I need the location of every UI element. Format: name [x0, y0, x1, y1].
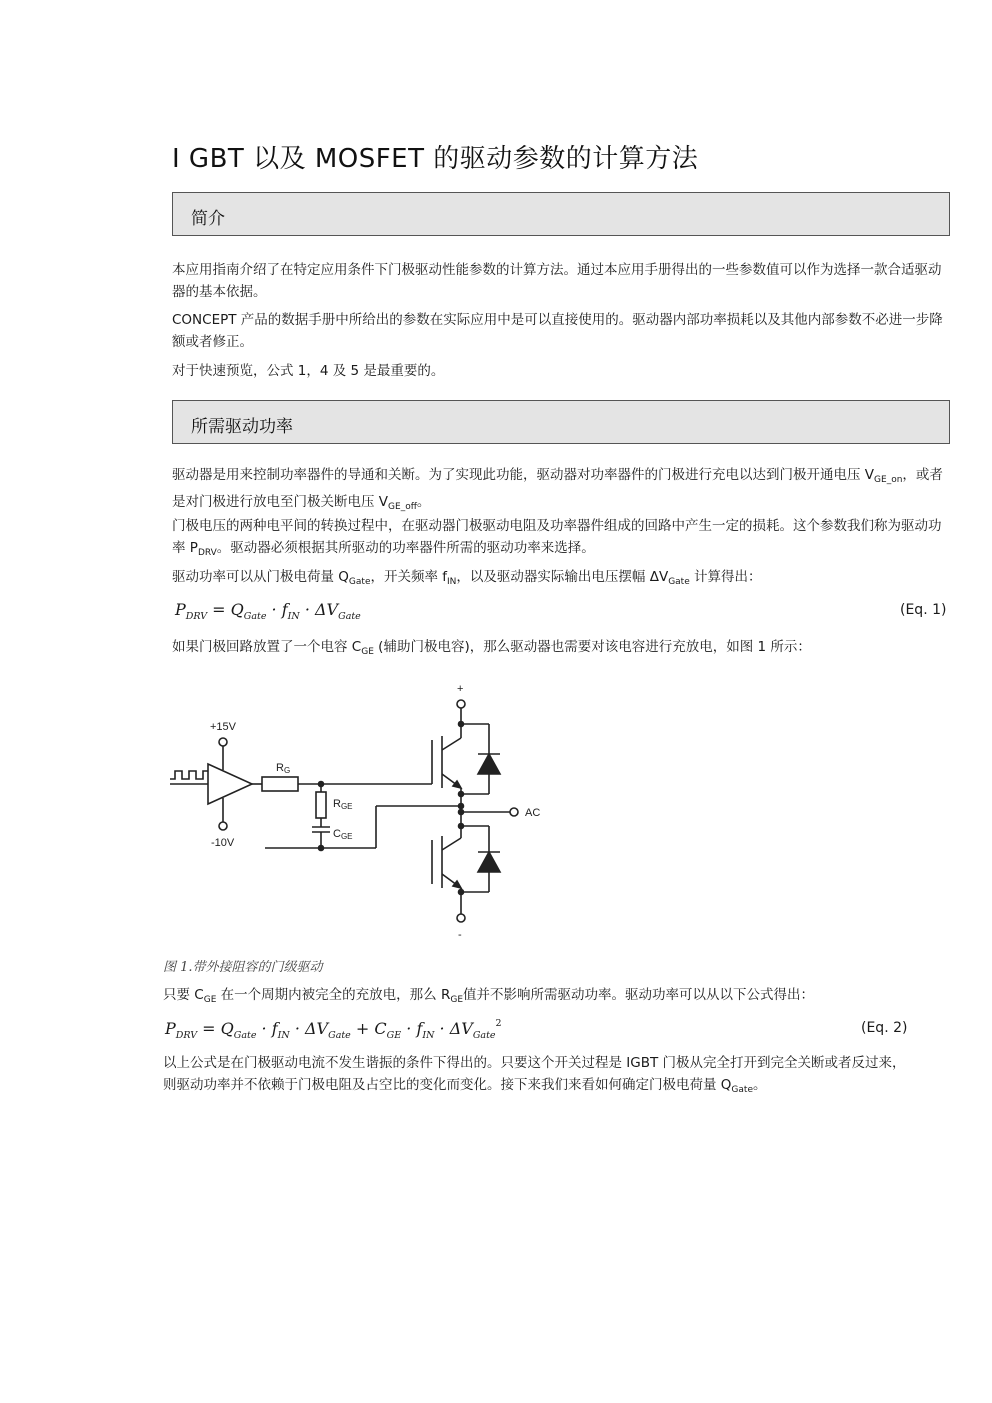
resistor-rg	[262, 777, 298, 791]
upper-diode-symbol	[461, 724, 500, 794]
square-wave-icon	[170, 771, 208, 779]
label-vpos: +15V	[210, 721, 236, 733]
driver-amplifier-symbol	[208, 764, 252, 804]
equation-2: $P_{DRV} = Q_{Gate} \cdot f_{IN} \cdot \Delta V_{Gate} + C_{GE} \cdot f_{IN} \cdot \Delta V_{Gate}^2$	[165, 1018, 502, 1041]
figure-1-caption: 图 1.带外接阻容的门级驱动	[163, 960, 323, 975]
intro-paragraph-3: 对于快速预览，公式 1，4 及 5 是最重要的。	[172, 363, 445, 379]
equation-1: $P_{DRV} = Q_{Gate} \cdot f_{IN} \cdot \Delta V_{Gate}$	[175, 600, 361, 622]
upper-igbt-symbol	[432, 724, 461, 806]
power-paragraph-6: 以上公式是在门极驱动电流不发生谐振的条件下得出的。只要这个开关过程是 IGBT 门极从完全打开到完全关断或者反过来，则驱动功率并不依赖于门极电阻及占空比的变化而变化。接下来我们来看如何确定门极电荷量 $Q_{Gate}$。	[163, 1055, 906, 1095]
lower-diode-symbol	[461, 826, 500, 892]
label-rge: RGE	[333, 798, 353, 811]
lower-igbt-symbol	[432, 826, 461, 914]
page-title: I GBT 以及 MOSFET 的驱动参数的计算方法	[172, 144, 699, 174]
power-paragraph-4: 如果门极回路放置了一个电容 $C_{GE}$ (辅助门极电容)，那么驱动器也需要对该电容进行充放电，如图 1 所示：	[172, 639, 811, 657]
intro-paragraph-2: CONCEPT 产品的数据手册中所给出的参数在实际应用中是可以直接使用的。驱动器内部功率损耗以及其他内部参数不必进一步降额或者修正。	[172, 312, 943, 350]
gate-drive-circuit-diagram	[160, 678, 580, 940]
resistor-rge	[316, 792, 326, 818]
power-paragraph-2: 门极电压的两种电平间的转换过程中，在驱动器门极驱动电阻及功率器件组成的回路中产生一定的损耗。这个参数我们称为驱动功率 $P_{DRV}$。驱动器必须根据其所驱动的功率器件所需的驱动功率来选择。	[172, 518, 942, 558]
label-cge: CGE	[333, 828, 353, 841]
power-paragraph-5: 只要 $C_{GE}$ 在一个周期内被完全的充放电，那么 $R_{GE}$值并不影响所需驱动功率。驱动功率可以从以下公式得出：	[163, 987, 815, 1005]
terminal-minus-label: -	[458, 929, 462, 940]
intro-paragraph-1: 本应用指南介绍了在特定应用条件下门极驱动性能参数的计算方法。通过本应用手册得出的一些参数值可以作为选择一款合适驱动器的基本依据。	[172, 262, 942, 300]
power-paragraph-1: 驱动器是用来控制功率器件的导通和关断。为了实现此功能，驱动器对功率器件的门极进行充电以达到门极开通电压 $V_{GE\_on}$，或者是对门极进行放电至门极关断电压 $V_{GE\_off}$。	[172, 467, 943, 512]
terminal-ac-label: AC	[525, 807, 541, 819]
section-heading-power-label: 所需驱动功率	[191, 417, 293, 437]
equation-2-number: (Eq. 2)	[861, 1020, 908, 1036]
label-vneg: -10V	[211, 837, 235, 849]
section-heading-intro-label: 简介	[191, 209, 225, 229]
section-heading-intro	[172, 192, 950, 236]
label-rg: RG	[276, 762, 291, 775]
power-paragraph-3: 驱动功率可以从门极电荷量 $Q_{Gate}$，开关频率 $f_{IN}$，以及驱动器实际输出电压摆幅 $\Delta V_{Gate}$ 计算得出：	[172, 569, 762, 587]
equation-1-number: (Eq. 1)	[900, 602, 947, 618]
terminal-plus-label: +	[457, 683, 464, 695]
section-heading-power	[172, 400, 950, 444]
